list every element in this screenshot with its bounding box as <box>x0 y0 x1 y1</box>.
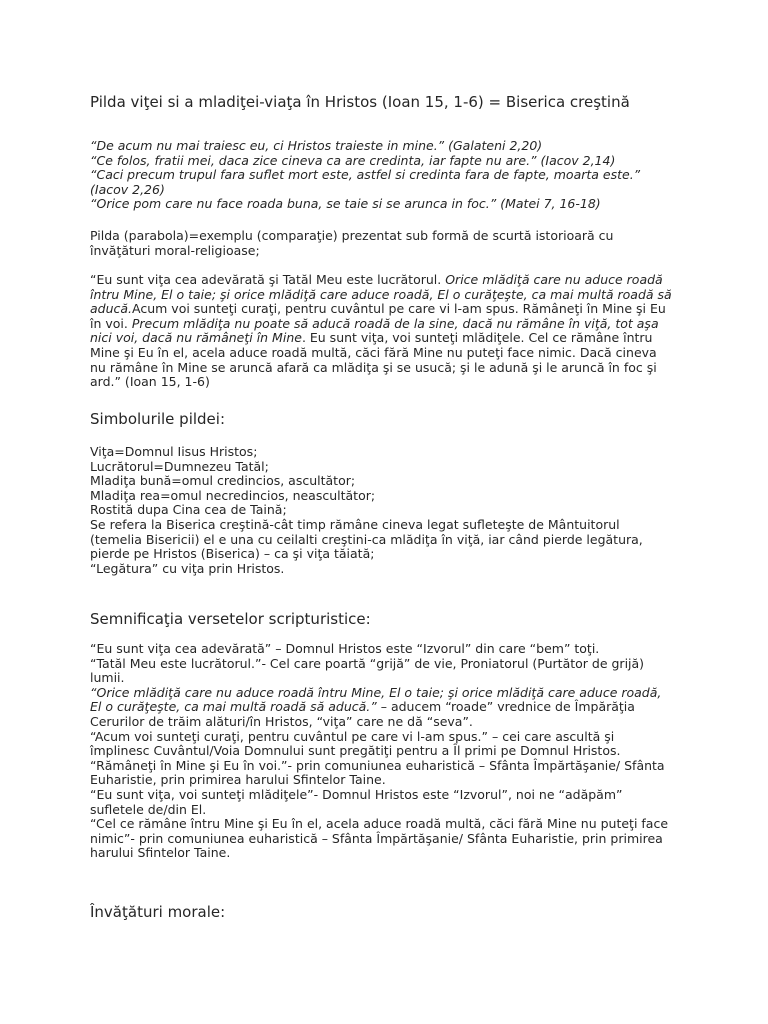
definition-line: Pilda (parabola)=exemplu (comparaţie) prezentat sub formă de scurtă istorioară cu <box>90 228 614 243</box>
page-title: Pilda viţei si a mladiţei-viaţa în Hristos (Ioan 15, 1-6) = Biserica creştină <box>90 93 630 111</box>
definition-block <box>90 229 720 258</box>
list-item: harului Sfintelor Taine. <box>90 845 231 861</box>
list-item: “Cel ce rămâne întru Mine şi Eu în el, acela aduce roadă multă, căci fără Mine nu puteţi face <box>90 816 669 832</box>
list-item: “Rămâneţi în Mine şi Eu în voi.”- prin comuniunea euharistică – Sfânta Împărtăşanie/ Sfânta <box>90 757 665 773</box>
list-item: “Orice mlădiţă care nu aduce roadă întru Mine, El o taie; şi orice mlădiţă care aduce roadă, <box>90 684 662 700</box>
section-heading-meaning: Semnificaţia versetelor scripturistice: <box>90 610 371 628</box>
quote-line: “De acum nu mai traiesc eu, ci Hristos traieste in mine.” (Galateni 2,20) <box>90 138 543 153</box>
passage-italic: nici voi, dacă nu rămâneţi în Mine <box>90 330 302 346</box>
meaning-list <box>90 642 720 861</box>
section-heading-teachings: Învăţături morale: <box>90 903 226 921</box>
passage-line: întru Mine, El o taie; şi orice mlădiţă care aduce roadă, El o curăţeşte, ca mai multă roadă să <box>90 286 672 302</box>
passage-line: Mine şi Eu în el, acela aduce roadă multă, căci fără Mine nu puteţi face nimic. Dacă cineva <box>90 344 657 360</box>
list-item: Cerurilor de trăim alături/în Hristos, “viţa” care ne dă “seva”. <box>90 713 473 729</box>
list-item: Rostită dupa Cina cea de Taină; <box>90 502 287 518</box>
passage-italic: aducă. <box>90 301 133 317</box>
list-item: Mladiţa bună=omul credincios, ascultător; <box>90 473 356 489</box>
passage-text: . Eu sunt viţa, voi sunteţi mlădiţele. Cel ce rămâne întru <box>301 330 653 346</box>
list-item: “Eu sunt viţa, voi sunteţi mlădiţele”- Domnul Hristos este “Izvorul”, noi ne “adăpăm” <box>90 786 623 802</box>
section-heading-symbols: Simbolurile pildei: <box>90 410 225 428</box>
list-item: lumii. <box>90 670 125 686</box>
quote-line: “Ce folos, fratii mei, daca zice cineva ca are credinta, iar fapte nu are.” (Iacov 2,14) <box>90 152 616 168</box>
quote-line: “Caci precum trupul fara suflet mort este, astfel si credinta fara de fapte, moarta este.” <box>90 167 641 183</box>
passage-text: “Eu sunt viţa cea adevărată şi Tatăl Meu este lucrătorul. <box>90 272 446 287</box>
passage-line: ard.” (Ioan 15, 1-6) <box>90 374 210 390</box>
symbols-list <box>90 445 720 576</box>
meaning-italic: El o curăţeşte, ca mai multă roadă să aducă.” <box>90 699 377 715</box>
passage-line <box>90 331 720 346</box>
passage-line <box>90 317 720 332</box>
list-item: sufletele de/din El. <box>90 801 207 817</box>
list-item: Euharistie, prin primirea harului Sfintelor Taine. <box>90 772 386 788</box>
list-item: “Acum voi sunteţi curaţi, pentru cuvântul pe care vi l-am spus.” – cei care ascultă şi <box>90 728 615 744</box>
scripture-passage <box>90 273 720 390</box>
list-item: Mladiţa rea=omul necredincios, neascultător; <box>90 487 376 503</box>
quotes-block <box>90 139 720 212</box>
passage-line: nu rămâne în Mine se aruncă afară ca mlădiţa şi se usucă; şi le adună şi le aruncă în foc şi <box>90 359 657 375</box>
list-item: Lucrătorul=Dumnezeu Tatăl; <box>90 458 269 474</box>
list-item: împlinesc Cuvântul/Voia Domnului sunt pregătiţi pentru a Îl primi pe Domnul Hristos. <box>90 743 621 759</box>
passage-line <box>90 273 720 288</box>
list-item: Se refera la Biserica creştină-cât timp rămâne cineva legat sufleteşte de Mântuitorul <box>90 516 620 532</box>
definition-line: învăţături moral-religioase; <box>90 242 260 258</box>
list-item: nimic”- prin comuniunea euharistică – Sfânta Împărtăşanie/ Sfânta Euharistie, prin primirea <box>90 830 663 846</box>
meaning-text: – aducem “roade” vrednice de Împărăţia <box>376 699 635 715</box>
passage-italic: Precum mlădiţa nu poate să aducă roadă de la sine, dacă nu rămâne în viţă, tot aşa <box>131 315 659 331</box>
list-item: pierde pe Hristos (Biserica) – ca şi viţa tăiată; <box>90 546 375 562</box>
quote-line: (Iacov 2,26) <box>90 181 165 197</box>
passage-text: în voi. <box>90 315 132 331</box>
passage-italic: Orice mlădiţă care nu aduce roadă <box>445 272 663 287</box>
list-item <box>90 700 720 715</box>
passage-line <box>90 302 720 317</box>
list-item: “Eu sunt viţa cea adevărată” – Domnul Hristos este “Izvorul” din care “bem” toţi. <box>90 641 600 656</box>
list-item: “Tatăl Meu este lucrătorul.”- Cel care poartă “grijă” de vie, Proniatorul (Purtător de grijă) <box>90 655 645 671</box>
list-item: Viţa=Domnul Iisus Hristos; <box>90 444 258 459</box>
list-item: (temelia Bisericii) el e una cu ceilalti creştini-ca mlădiţa în viţă, iar când pierde legătura, <box>90 531 643 547</box>
quote-line: “Orice pom care nu face roada buna, se taie si se arunca in foc.” (Matei 7, 16-18) <box>90 196 601 212</box>
passage-text: Acum voi sunteţi curaţi, pentru cuvântul pe care vi l-am spus. Rămâneţi în Mine şi Eu <box>132 301 666 317</box>
list-item: “Legătura” cu viţa prin Hristos. <box>90 560 285 576</box>
